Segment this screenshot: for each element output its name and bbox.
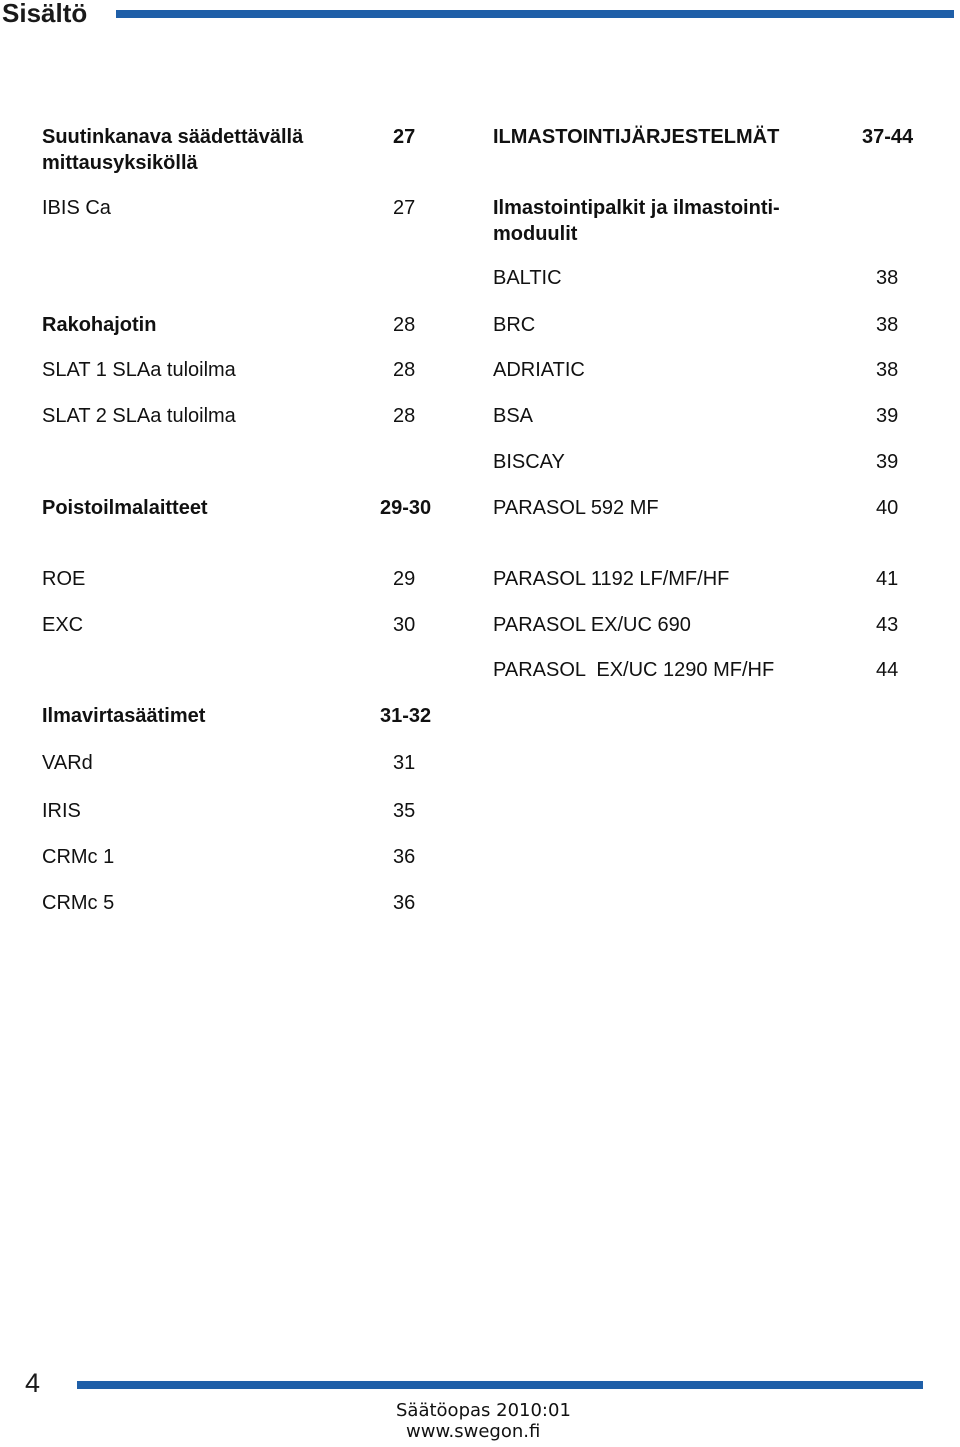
toc-entry-label: Ilmastointipalkit ja ilmastointi- (493, 197, 780, 219)
toc-entry-page: 31 (393, 752, 416, 774)
toc-section-heading: Poistoilmalaitteet (42, 497, 208, 519)
toc-entry-label: moduulit (493, 223, 578, 245)
toc-entry-label: VARd (42, 752, 93, 774)
toc-entry-page: 39 (876, 451, 899, 473)
toc-entry-label: ROE (42, 568, 86, 590)
footer-rule (77, 1381, 923, 1389)
toc-entry-page: 29-30 (380, 497, 432, 519)
toc-entry-page: 27 (393, 126, 416, 148)
toc-entry-label: CRMc 1 (42, 846, 115, 868)
toc-entry-label: SLAT 1 SLAa tuloilma (42, 359, 236, 381)
header-rule (116, 10, 954, 18)
toc-entry-label: EXC (42, 614, 84, 636)
toc-entry-page: 41 (876, 568, 899, 590)
toc-entry-label: PARASOL EX/UC 690 (493, 614, 691, 636)
toc-entry-label: PARASOL 592 MF (493, 497, 659, 519)
toc-entry-page: 28 (393, 314, 416, 336)
toc-entry-page: 40 (876, 497, 899, 519)
page-number: 4 (25, 1368, 41, 1398)
toc-entry-page: 43 (876, 614, 899, 636)
toc-section-heading: Rakohajotin (42, 314, 157, 336)
toc-section-heading: ILMASTOINTIJÄRJESTELMÄT (493, 126, 780, 148)
toc-entry-label: ADRIATIC (493, 359, 585, 381)
toc-entry-label: IBIS Ca (42, 197, 111, 219)
toc-entry-label: SLAT 2 SLAa tuloilma (42, 405, 236, 427)
toc-entry-label: PARASOL EX/UC 1290 MF/HF (493, 659, 775, 681)
toc-entry-label: IRIS (42, 800, 81, 822)
toc-entry-label: PARASOL 1192 LF/MF/HF (493, 568, 730, 590)
website-link[interactable]: www.swegon.fi (406, 1421, 541, 1442)
toc-entry-label: BALTIC (493, 267, 562, 289)
toc-entry-page: 36 (393, 892, 416, 914)
toc-entry-page: 39 (876, 405, 899, 427)
toc-entry-page: 28 (393, 359, 416, 381)
toc-entry-page: 31-32 (380, 705, 432, 727)
toc-entry-label: BSA (493, 405, 534, 427)
toc-entry-page: 29 (393, 568, 416, 590)
toc-entry-page: 30 (393, 614, 416, 636)
toc-entry-page: 27 (393, 197, 416, 219)
toc-entry-page: 37-44 (862, 126, 914, 148)
toc-entry-page: 38 (876, 314, 899, 336)
publication-title: Säätöopas 2010:01 (396, 1400, 571, 1421)
page-title: Sisältö (2, 0, 88, 28)
toc-entry-page: 35 (393, 800, 416, 822)
toc-entry-label: CRMc 5 (42, 892, 115, 914)
toc-entry-label: BRC (493, 314, 536, 336)
toc-entry-label: BISCAY (493, 451, 565, 473)
toc-entry-page: 38 (876, 359, 899, 381)
toc-entry-label: mittausyksiköllä (42, 152, 198, 174)
toc-entry-page: 36 (393, 846, 416, 868)
toc-section-heading: Ilmavirtasäätimet (42, 705, 206, 727)
toc-entry-page: 28 (393, 405, 416, 427)
toc-entry-page: 44 (876, 659, 899, 681)
toc-entry-page: 38 (876, 267, 899, 289)
toc-entry-label: Suutinkanava säädettävällä (42, 126, 304, 148)
